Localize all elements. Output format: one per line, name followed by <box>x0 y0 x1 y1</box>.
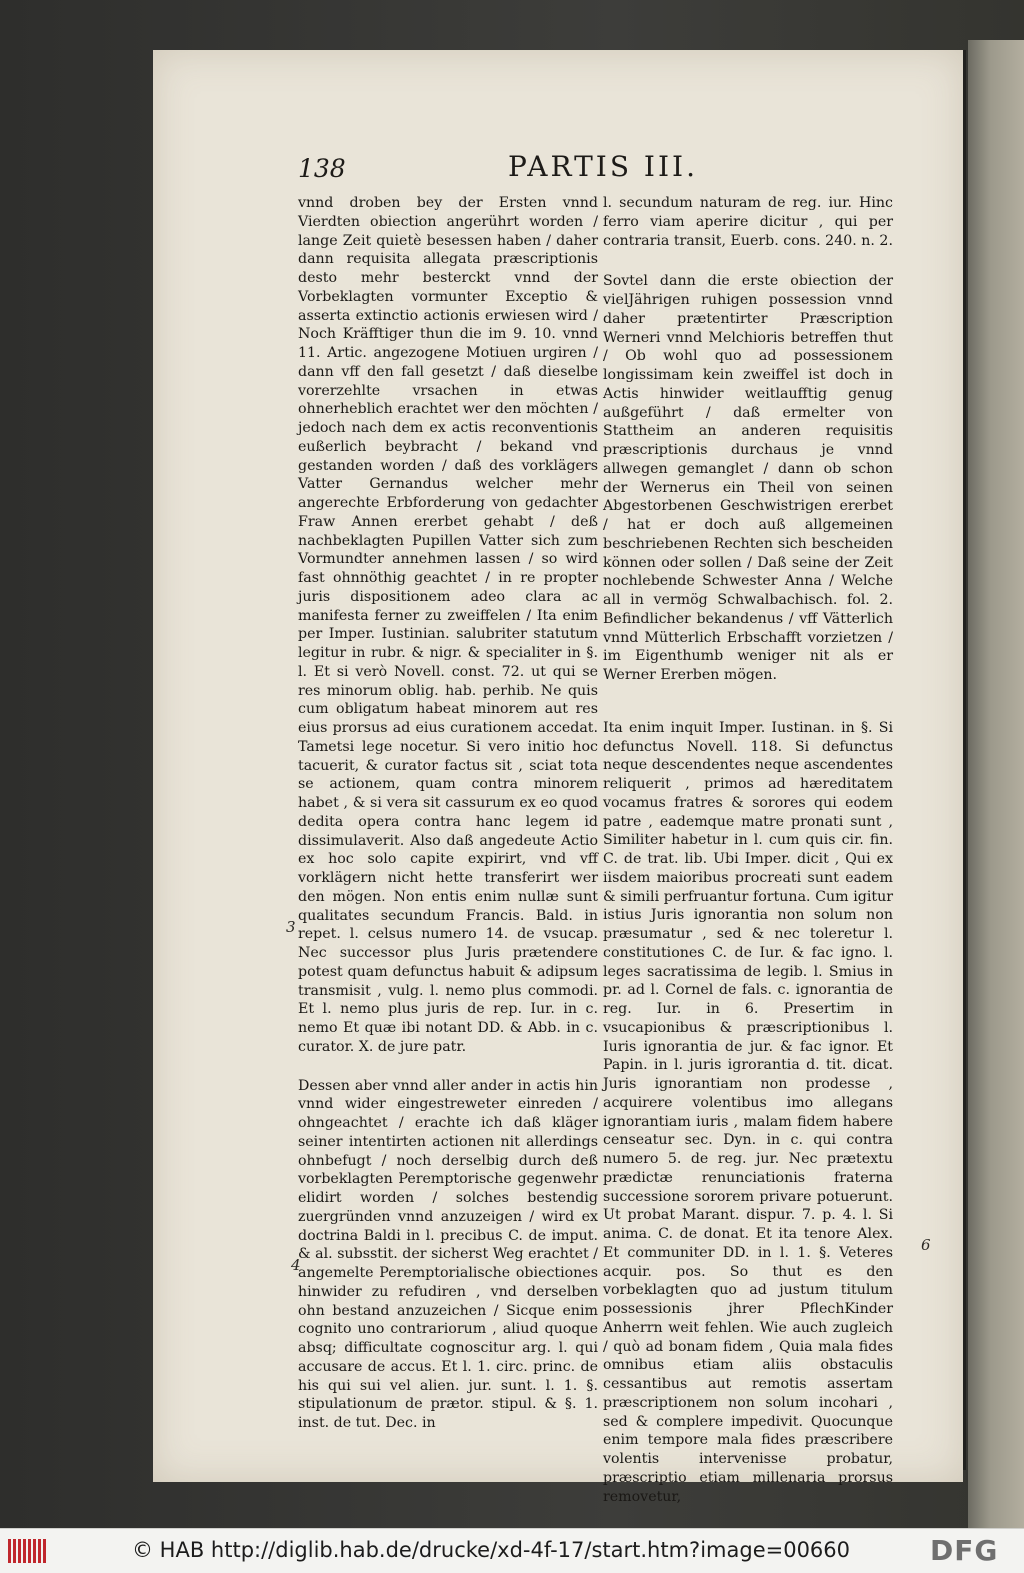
margin-note-4: 4 <box>291 1256 301 1274</box>
viewer-footer <box>0 1528 1024 1573</box>
left-text-column <box>298 194 598 1433</box>
right-paragraph-2: Sovtel dann die erste obiection der vielJährigen ruhigen possession vnnd daher prætentirter Præscription Werneri vnnd Melchioris betreffen thut / Ob wohl quo ad possessionem longissimam kein zweiffel ist doch in Actis hinwider weitlaufftig genug außgeführt / daß ermelter von Stattheim an anderen requisitis præscriptionis durchaus je vnnd allwegen gemanglet / dann ob schon der Wernerus ein Theil von seinen Abgestorbenen Geschwistrigen ererbet / hat er doch auß allgemeinen beschriebenen Rechten sich bescheiden können oder sollen / Daß seine der Zeit nochlebende Schwester Anna / Welche all in vermög Schwalbachisch. fol. 2. Befindlicher bekandenus / vff Vätterlich vnnd Mütterlich Erbschafft vorzietzen / im Eigenthumb weniger nit als er Werner Ererben mögen. <box>603 273 893 683</box>
right-text-column <box>603 194 893 1506</box>
page-edge-shadow <box>963 50 966 1470</box>
right-paragraph-1: l. secundum naturam de reg. iur. Hinc ferro viam aperire dicitur , qui per contraria transit, Euerb. cons. 240. n. 2. <box>603 195 893 249</box>
hab-logo-icon <box>8 1539 50 1563</box>
margin-note-6: 6 <box>921 1236 931 1254</box>
margin-note-3: 3 <box>286 918 296 936</box>
left-paragraph-2: Dessen aber vnnd aller ander in actis hin vnnd wider eingestreweter einreden / ohngeachtet / erachte ich daß kläger seiner intentirten actionen nit allerdings ohnbefugt / noch derselbig durch deß vorbeklagten Peremptorische gegenwehr elidirt worden / solches bestendig zuergründen vnnd anzuzeigen / wird ex doctrina Baldi in l. precibus C. de imput. & al. subsstit. der sicherst Weg erachtet / angemelte Peremptorialische obiectiones hinwider zu refudiren , vnd derselben ohn bestand anzuzeichen / Sicque enim cognito uno contrariorum , aliud quoque absq; difficultate cognoscitur arg. l. qui accusare de accus. Et l. 1. circ. princ. de his qui sui vel alien. jur. sunt. l. 1. §. stipulationum de prætor. stipul. & §. 1. inst. de tut. Dec. in <box>298 1077 598 1431</box>
adjacent-page-edge <box>968 40 1024 1528</box>
page-number: 138 <box>298 154 346 183</box>
running-title: PARTIS III. <box>508 150 698 183</box>
dfg-logo: DFG <box>930 1534 999 1567</box>
source-link[interactable]: © HAB http://diglib.hab.de/drucke/xd-4f-17/start.htm?image=00660 <box>132 1538 851 1562</box>
page-header <box>298 150 908 192</box>
right-paragraph-3: Ita enim inquit Imper. Iustinan. in §. Si defunctus Novell. 118. Si defunctus neque descendentes neque ascendentes reliquerit , primos ad hæreditatem vocamus fratres & sorores qui eodem patre , eademque matre pronati sunt , Similiter habetur in l. cum quis cir. fin. C. de trat. lib. Ubi Imper. dicit , Qui ex iisdem maioribus procreati sunt eadem & simili perfruantur fortuna. Cum igitur istius Juris ignorantia non solum non præsumatur , sed & nec toleretur l. constitutiones C. de Iur. & fac igno. l. leges sacratissima de legib. l. Smius in pr. ad l. Cornel de fals. c. ignorantia de reg. Iur. in 6. Presertim in vsucapionibus & præscriptionibus l. Iuris ignorantia de jur. & fac ignor. Et Papin. in l. juris igrorantia d. tit. dicat. Juris ignorantiam non prodesse , acquirere volentibus imo allegans ignorantiam iuris , malam fidem habere censeatur sec. Dyn. in c. qui contra numero 5. de reg. jur. Nec prætextu prædictæ renunciationis fraterna successione sororem privare potuerunt. Ut probat Marant. dispur. 7. p. 4. l. Si anima. C. de donat. Et ita tenore Alex. Et communiter DD. in l. 1. §. Veteres acquir. pos. So thut es den vorbeklagten quo ad justum titulum possessionis jhrer PflechKinder Anherrn weit fehlen. Wie auch zugleich / quò ad bonam fidem , Quia mala fides omnibus etiam aliis obstaculis cessantibus aut remotis assertam præscriptionem non solum incohari , sed & complere impedivit. Quocunque enim tempore mala fides præscribere volentis intervenisse probatur, præscriptio etiam millenaria prorsus removetur, <box>603 719 893 1505</box>
book-page <box>153 50 963 1505</box>
left-paragraph-1: vnnd droben bey der Ersten vnnd Vierdten obiection angerührt worden / lange Zeit quietè besessen haben / daher dann requisita allegata præscriptionis desto mehr besterckt vnnd der Vorbeklagten vormunter Exceptio & asserta extinctio actionis erwiesen wird / Noch Kräfftiger thun die im 9. 10. vnnd 11. Artic. angezogene Motiuen urgiren / dann vff den fall gesetzt / daß dieselbe vorerzehlte vrsachen in etwas ohnerheblich erachtet wer den möchten / jedoch nach dem ex actis reconventionis eußerlich beybracht / bekand vnd gestanden worden / daß des vorklägers Vatter Gernandus welcher mehr angerechte Erbforderung von gedachter Fraw Annen ererbet gehabt / deß nachbeklagten Pupillen Vatter sich zum Vormundter annehmen lassen / so wird fast ohnnöthig geachtet / in re propter juris dispositionem adeo clara ac manifesta ferner zu zweiffelen / Ita enim per Imper. Iustinian. salubriter statutum legitur in rubr. & nigr. & specialiter in §. l. Et si verò Novell. const. 72. ut qui se res minorum oblig. hab. perhib. Ne quis cum obligatum habeat minorem aut res eius prorsus ad eius curationem accedat. Tametsi lege nocetur. Si vero initio hoc tacuerit, & curator factus sit , sciat tota se actionem, quam contra minorem habet , & si vera sit cassurum ex eo quod dedita opera contra hanc legem id dissimulaverit. Also daß angedeute Actio ex hoc solo capite expirirt, vnd vff vorklägern nicht hette transferirt wer den mögen. Non entis enim nullæ sunt qualitates secundum Francis. Bald. in repet. l. celsus numero 14. de vsucap. Nec successor plus Juris prætendere potest quam defunctus habuit & adipsum transmisit , vulg. l. nemo plus commodi. Et l. nemo plus juris de rep. Iur. in c. nemo Et quæ ibi notant DD. & Abb. in c. curator. X. de jure patr. <box>298 195 598 1055</box>
